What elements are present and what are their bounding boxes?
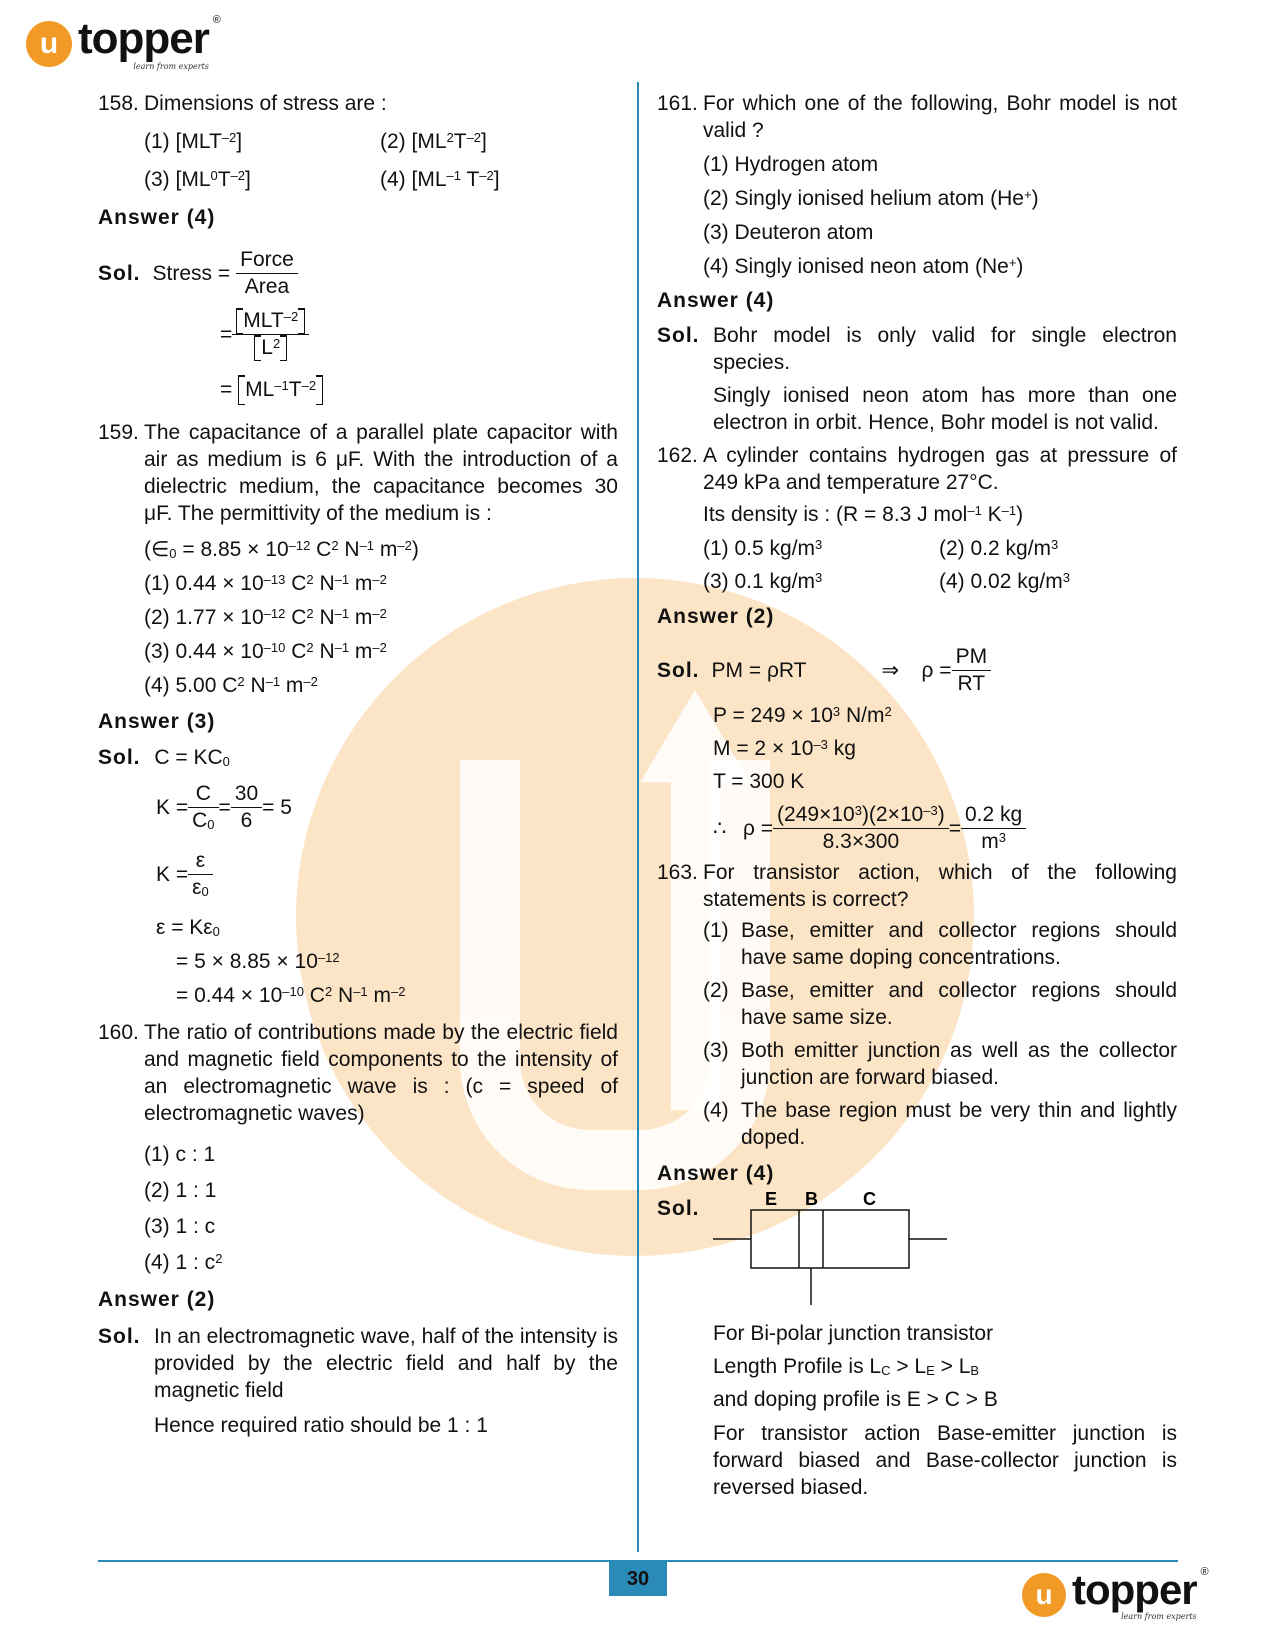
q160-option-3: (3) 1 : c [144,1215,216,1238]
q163-option-2: (2) Base, emitter and collector regions should have same size. [703,979,1177,1029]
left-column [98,90,618,1439]
q158-eq1: = $\frac{MLT^{-2}}{L^2}$ [220,308,618,361]
q160-option-2: (2) 1 : 1 [144,1179,217,1202]
q160-option-4: (4) 1 : $c^2$ [144,1251,223,1274]
q159-sol-line1: Sol. $C = KC_0$ [98,746,230,769]
q161-option-2: (2) Singly ionised helium atom (He+) [703,187,1039,210]
label-c: C [863,1191,876,1209]
q161-sol-2: Singly ionised neon atom has more than one electron in orbit. Hence, Bohr model is not valid. [713,384,1177,434]
q159-option-1: (1) $0.44 \times 10^{-13}$ $C^2$ $N^{-1}$ $m^{-2}$ [144,572,387,595]
q162-given: Its density is : (R = 8.3 J mol$^{-1}$ $K^{-1}$) [703,503,1024,526]
page-number: 30 [609,1562,667,1596]
q163-options [657,917,1177,1151]
label-e: E [765,1191,778,1209]
q159-sol-eps: $\varepsilon = K\varepsilon_0$ [156,916,220,939]
logo-icon: u [26,21,72,67]
footer-logo-tagline: learn from experts [1121,1612,1197,1621]
q163-option-1: (1) Base, emitter and collector regions should have same doping concentrations. [703,919,1177,969]
q159-given: ($\in_0 = 8.85 \times 10^{-12}$ $C^2$ $N^{-1}$ $m^{-2}$) [144,538,419,561]
header-logo: u topper ® learn from experts [26,16,209,71]
q159-sol-k2: K = $\frac{\varepsilon}{\varepsilon_0}$ [156,848,618,901]
q158-solution: Sol. Stress = $\frac{\text{Force}}{\text{Area}}$ [98,247,618,300]
q161-solution: Sol. Bohr model is only valid for single electron species. [657,324,1177,374]
question-159: 159. The capacitance of a parallel plate capacitor with air as medium is 6 μF. With the introduction of a dielectric medium, the capacitance becomes 30 μF. The permittivity of the medium is : [98,421,618,525]
q159-option-4: (4) 5.00 $C^2$ $N^{-1}$ $m^{-2}$ [144,674,318,697]
q159-sol-result: = $0.44 \times 10^{-10}$ $C^2$ $N^{-1}$ $m^{-2}$ [176,984,406,1007]
transistor-diagram [713,1191,953,1309]
question-160: 160. The ratio of contributions made by the electric field and magnetic field components to the intensity of an electromagnetic wave is : (c = speed of electromagnetic waves) [98,1021,618,1125]
q160-solution: Sol. In an electromagnetic wave, half of the intensity is provided by the electric field and half by the magnetic field [98,1325,618,1402]
q163-sol-3: and doping profile is E > C > B [713,1388,998,1411]
q163-sol-1: For Bi-polar junction transistor [713,1322,994,1345]
q158-answer: Answer (4) [98,206,216,229]
question-162: 162. A cylinder contains hydrogen gas at pressure of 249 kPa and temperature 27°C. [657,444,1177,494]
column-divider [637,82,639,1552]
q162-options-row1: (1) 0.5 $kg/m^3$ (2) 0.2 $kg/m^3$ [703,537,1059,560]
q163-sol-2: Length Profile is $L_C > L_E > L_B$ [713,1355,980,1378]
q159-answer: Answer (3) [98,710,216,733]
q163-solution-diagram: Sol. E B C [657,1191,1177,1309]
question-163: 163. For transistor action, which of the following statements is correct? [657,861,1177,911]
q159-option-2: (2) $1.77 \times 10^{-12}$ $C^2$ $N^{-1}$ $m^{-2}$ [144,606,387,629]
footer-logo: u topper ® learn from experts [1022,1568,1197,1621]
q160-sol-conclusion: Hence required ratio should be 1 : 1 [154,1414,488,1437]
footer-logo-brand: topper [1072,1566,1197,1613]
q161-option-3: (3) Deuteron atom [703,221,874,244]
q161-option-4: (4) Singly ionised neon atom (Ne+) [703,255,1024,278]
q163-option-4: (4) The base region must be very thin and lightly doped. [703,1099,1177,1149]
q162-answer: Answer (2) [657,605,775,628]
question-158: 158. Dimensions of stress are : [98,92,387,115]
q160-answer: Answer (2) [98,1288,216,1311]
question-161: 161. For which one of the following, Bohr model is not valid ? [657,92,1177,142]
logo-brand: topper [78,14,209,63]
q163-sol-4: For transistor action Base-emitter junction is forward biased and Base-collector junction is reversed biased. [713,1422,1177,1499]
q163-option-3: (3) Both emitter junction as well as the collector junction are forward biased. [703,1039,1177,1089]
q162-sol-calc: ∴ ρ = $\frac{(249\times 10^3)(2\times 10^{-3})}{8.3\times 300}$ = $\frac{0.2 kg}{m^3}$ [713,802,1177,855]
q160-option-1: (1) c : 1 [144,1143,216,1166]
q159-sol-calc: = $5 \times 8.85 \times 10^{-12}$ [176,950,340,973]
q163-answer: Answer (4) [657,1162,775,1185]
q158-options-row1: (1) $[MLT^{-2}]$ (2) $[ML^2T^{-2}]$ [144,130,487,153]
q162-sol-m: $M = 2 \times 10^{-3}$ kg [713,737,856,760]
q161-answer: Answer (4) [657,289,775,312]
q162-options-row2: (3) 0.1 $kg/m^3$ (4) 0.02 $kg/m^3$ [703,570,1070,593]
q162-sol-p: $P = 249 \times 10^3$ $N/m^2$ [713,704,892,727]
q159-sol-k: K = $\frac{C}{C_0}$ = $\frac{30}{6}$ = 5 [156,782,292,832]
q158-eq2: = $ML^{-1}T^{-2}$ [220,375,618,405]
q158-options-row2: (3) $[ML^0T^{-2}]$ (4) [$ML^{-1}$ $T^{-2}$] [144,168,500,191]
label-b: B [805,1191,818,1209]
q159-option-3: (3) $0.44 \times 10^{-10}$ $C^2$ $N^{-1}$ $m^{-2}$ [144,640,387,663]
right-column [657,90,1177,1501]
q162-sol-t: T = 300 K [713,770,805,793]
footer-logo-icon: u [1022,1573,1066,1617]
logo-tagline: learn from experts [133,62,209,71]
q162-sol-line1: Sol. PM = ρRT ⇒ ρ = $\frac{PM}{RT}$ [657,644,1177,697]
q161-option-1: (1) Hydrogen atom [703,153,879,176]
